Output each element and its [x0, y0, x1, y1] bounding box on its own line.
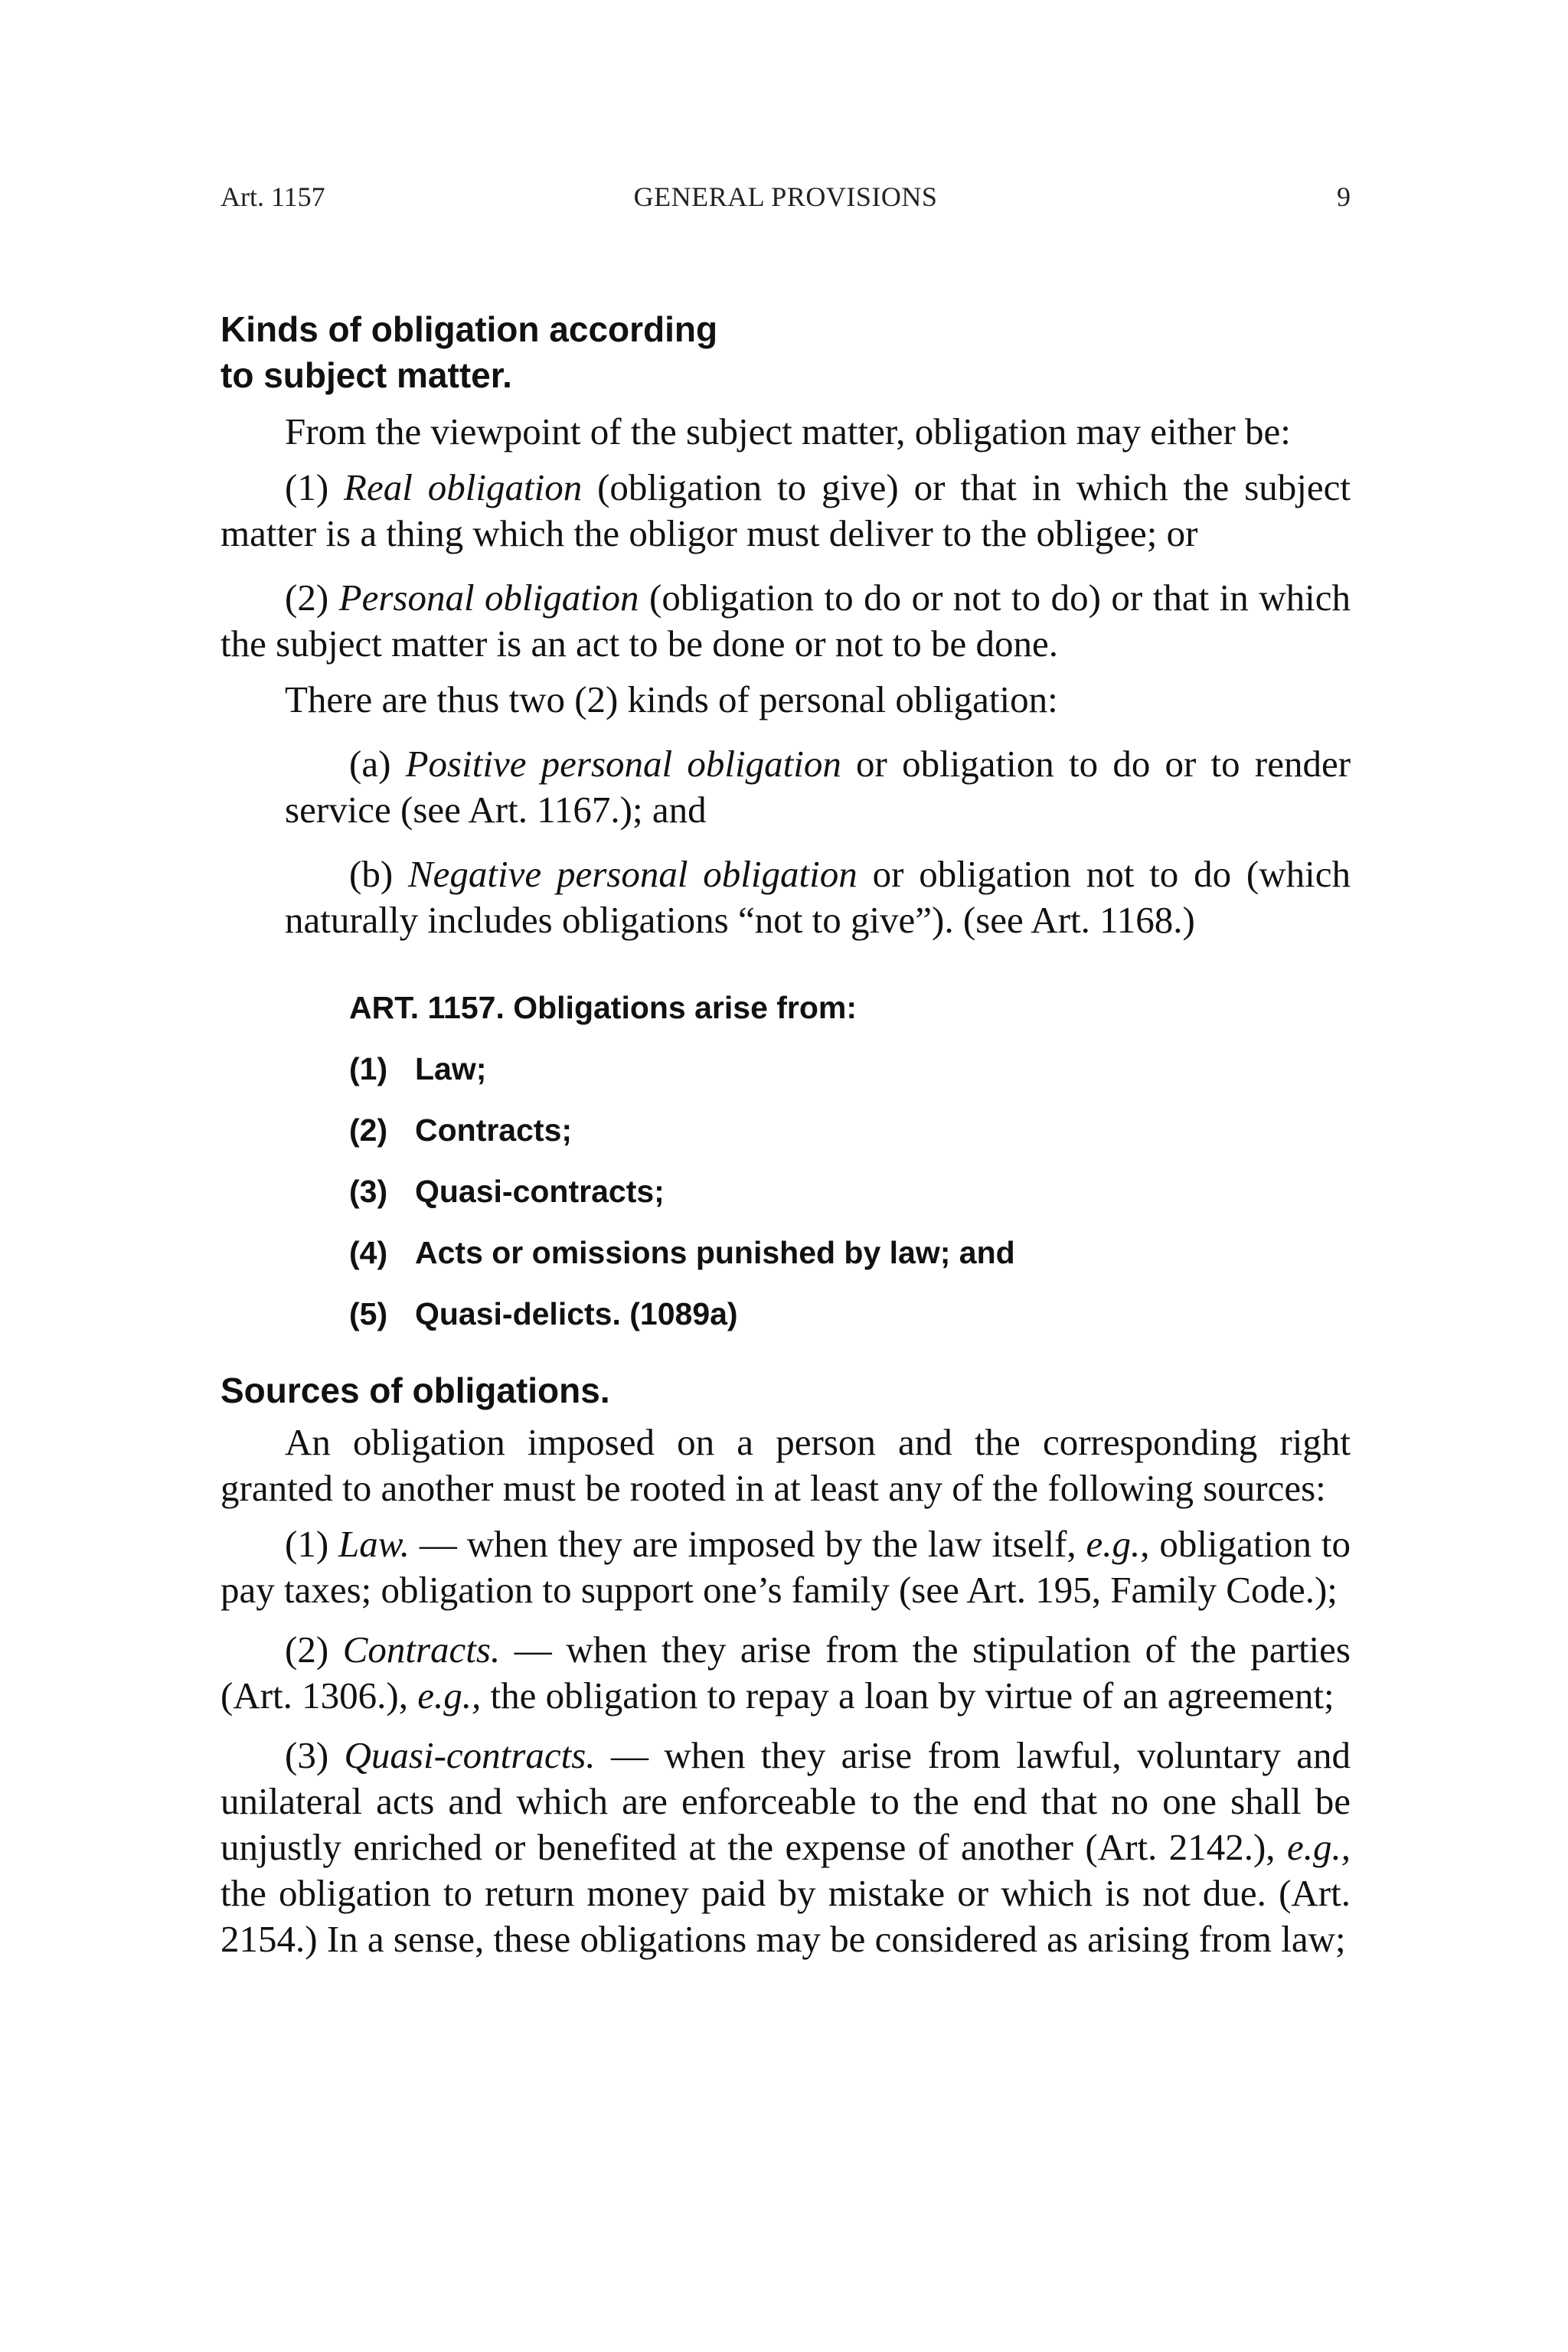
term-negative-obligation: Negative personal obligation	[407, 853, 858, 895]
paragraph-intro: From the viewpoint of the subject matter, obligation may either be:	[285, 410, 1291, 452]
term-real-obligation: Real obligation	[344, 466, 583, 508]
article-item: (4) Acts or omissions punished by law; and	[349, 1235, 1015, 1270]
page-number: 9	[1337, 181, 1351, 212]
term-personal-obligation: Personal obligation	[338, 577, 639, 619]
header-section-title: GENERAL PROVISIONS	[633, 181, 938, 212]
section-heading-line1: Kinds of obligation according	[220, 309, 718, 349]
paragraph-sources-intro: An obligation imposed on a person and the corresponding right granted to another must be rooted in at least any of the following sources:	[220, 1421, 1351, 1509]
article-title: ART. 1157. Obligations arise from:	[349, 990, 858, 1025]
term-positive-obligation: Positive personal obligation	[405, 743, 841, 785]
section-heading-sources: Sources of obligations.	[220, 1370, 610, 1410]
page-body	[220, 306, 1351, 1962]
running-header	[220, 181, 1351, 227]
term-contracts: Contracts.	[342, 1628, 501, 1671]
article-item: (5) Quasi-delicts. (1089a)	[349, 1296, 738, 1331]
header-article-ref: Art. 1157	[220, 181, 325, 212]
paragraph-source-quasi-contracts: (3) Quasi-contracts. — when they arise from lawful, voluntary and unilateral acts and which are enforceable to the end that no one shall be unjustly enriched or benefited at the expense of another (Art. 2142.), e.g., the obligation to return money paid by mistake or which is not due. (Art. 2154.) In a sense, these obligations may be considered as arising from law;	[220, 1734, 1351, 1960]
paragraph-positive-obligation: (a) Positive personal obligation or obligation to do or to render service (see Art. 1167.); and	[285, 743, 1351, 831]
paragraph-negative-obligation: (b) Negative personal obligation or obligation not to do (which naturally includes obligations “not to give”). (see Art. 1168.)	[285, 853, 1351, 941]
section-heading-kinds	[220, 306, 1351, 398]
article-item: (2) Contracts;	[349, 1112, 573, 1148]
article-item: (3) Quasi-contracts;	[349, 1174, 665, 1209]
article-item: (1) Law;	[349, 1051, 487, 1086]
paragraph-real-obligation: (1) Real obligation (obligation to give) or that in which the subject matter is a thing which the obligor must deliver to the obligee; or	[220, 466, 1351, 554]
paragraph-source-law: (1) Law. — when they are imposed by the law itself, e.g., obligation to pay taxes; obligation to support one’s family (see Art. 195, Family Code.);	[220, 1523, 1351, 1611]
term-quasi-contracts: Quasi-contracts.	[344, 1734, 596, 1776]
section-heading-line2: to subject matter.	[220, 355, 512, 395]
paragraph-personal-obligation: (2) Personal obligation (obligation to do or not to do) or that in which the subject matter is an act to be done or not to be done.	[220, 577, 1351, 665]
paragraph-source-contracts: (2) Contracts. — when they arise from the stipulation of the parties (Art. 1306.), e.g., the obligation to repay a loan by virtue of an agreement;	[220, 1628, 1351, 1717]
term-law: Law.	[338, 1523, 410, 1565]
paragraph-kinds-intro: There are thus two (2) kinds of personal obligation:	[285, 678, 1058, 720]
